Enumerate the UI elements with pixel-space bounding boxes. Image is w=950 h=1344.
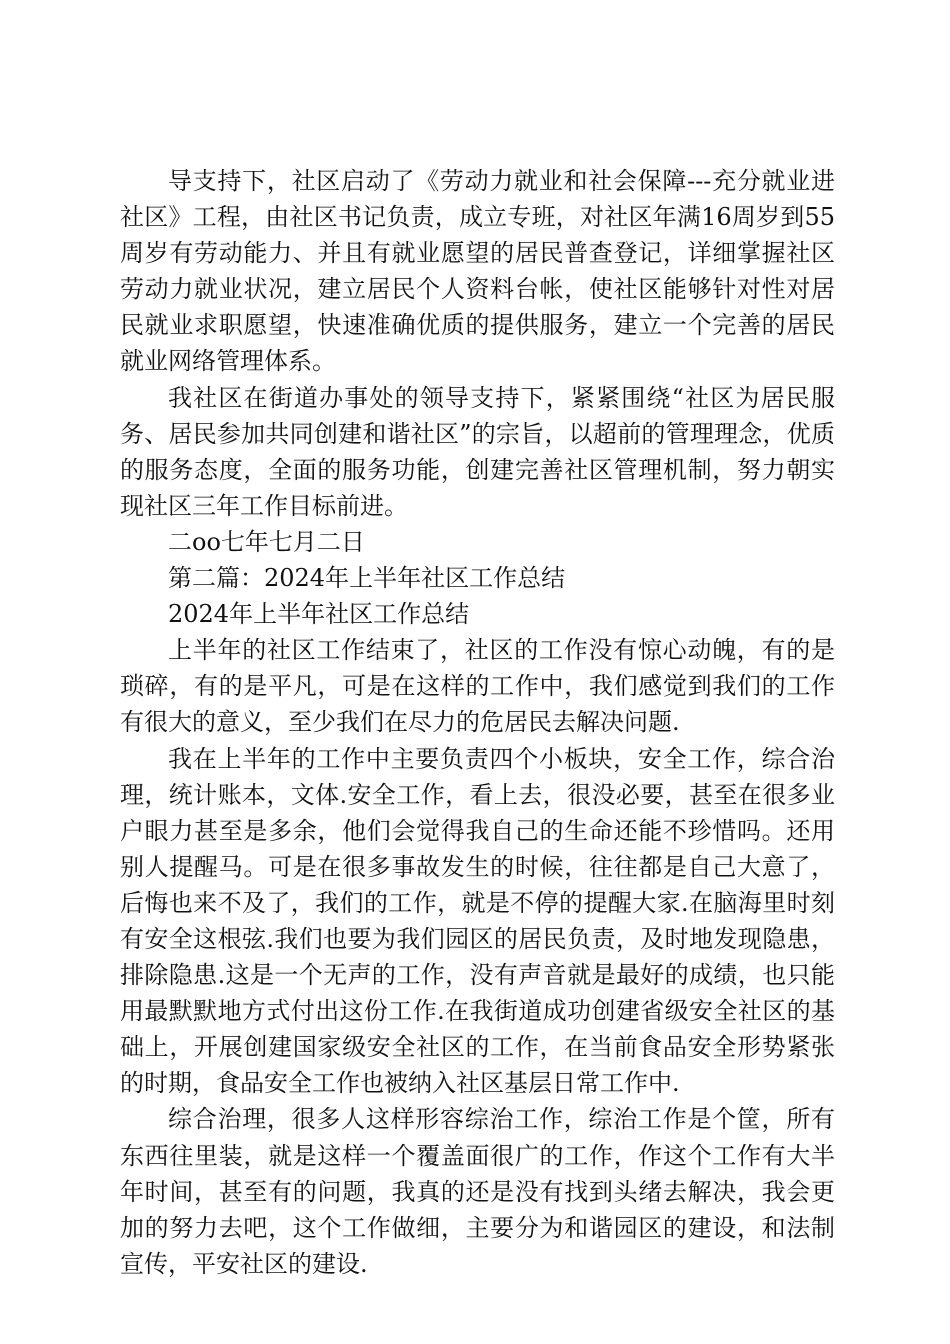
paragraph-employment-project: 导支持下，社区启动了《劳动力就业和社会保障---充分就业进社区》工程，由社区书记负责，成立专班，对社区年满16周岁到55周岁有劳动能力、并且有就业愿望的居民普查登记，详细掌握社区劳动力就业状况，建立居民个人资料台帐，使社区能够针对性对居民就业求职愿望，快速准确优质的提供服务，建立一个完善的居民就业网络管理体系。	[120, 167, 835, 376]
paragraph-comprehensive-governance: 综合治理，很多人这样形容综治工作，综治工作是个筐，所有东西往里装，就是这样一个覆盖面很广的工作，作这个工作有大半年时间，甚至有的问题，我真的还是没有找到头绪去解决，我会更加的努力去吧，这个工作做细，主要分为和谐园区的建设，和法制宣传，平安社区的建设.	[120, 1105, 835, 1278]
section-heading: 第二篇：2024年上半年社区工作总结	[168, 564, 566, 593]
paragraph-community-goal: 我社区在街道办事处的领导支持下，紧紧围绕“社区为居民服务、居民参加共同创建和谐社区”的宗旨，以超前的管理理念，优质的服务态度，全面的服务功能，创建完善社区管理机制，努力朝实现社区三年工作目标前进。	[120, 383, 835, 520]
document-title: 2024年上半年社区工作总结	[168, 600, 470, 629]
document-body	[120, 163, 835, 1282]
date-line: 二oo七年七月二日	[168, 527, 365, 556]
paragraph-intro: 上半年的社区工作结束了，社区的工作没有惊心动魄，有的是琐碎，有的是平凡，可是在这样的工作中，我们感觉到我们的工作有很大的意义，至少我们在尽力的危居民去解决问题.	[120, 636, 835, 737]
paragraph-safety-work: 我在上半年的工作中主要负责四个小板块，安全工作，综合治理，统计账本，文体.安全工作，看上去，很没必要，甚至在很多业户眼力甚至是多余，他们会觉得我自己的生命还能不珍惜吗。还用别人提醒马。可是在很多事故发生的时候，往往都是自己大意了，后悔也来不及了，我们的工作，就是不停的提醒大家.在脑海里时刻有安全这根弦.我们也要为我们园区的居民负责，及时地发现隐患，排除隐患.这是一个无声的工作，没有声音就是最好的成绩，也只能用最默默地方式付出这份工作.在我街道成功创建省级安全社区的基础上，开展创建国家级安全社区的工作，在当前食品安全形势紧张的时期，食品安全工作也被纳入社区基层日常工作中.	[120, 744, 835, 1098]
